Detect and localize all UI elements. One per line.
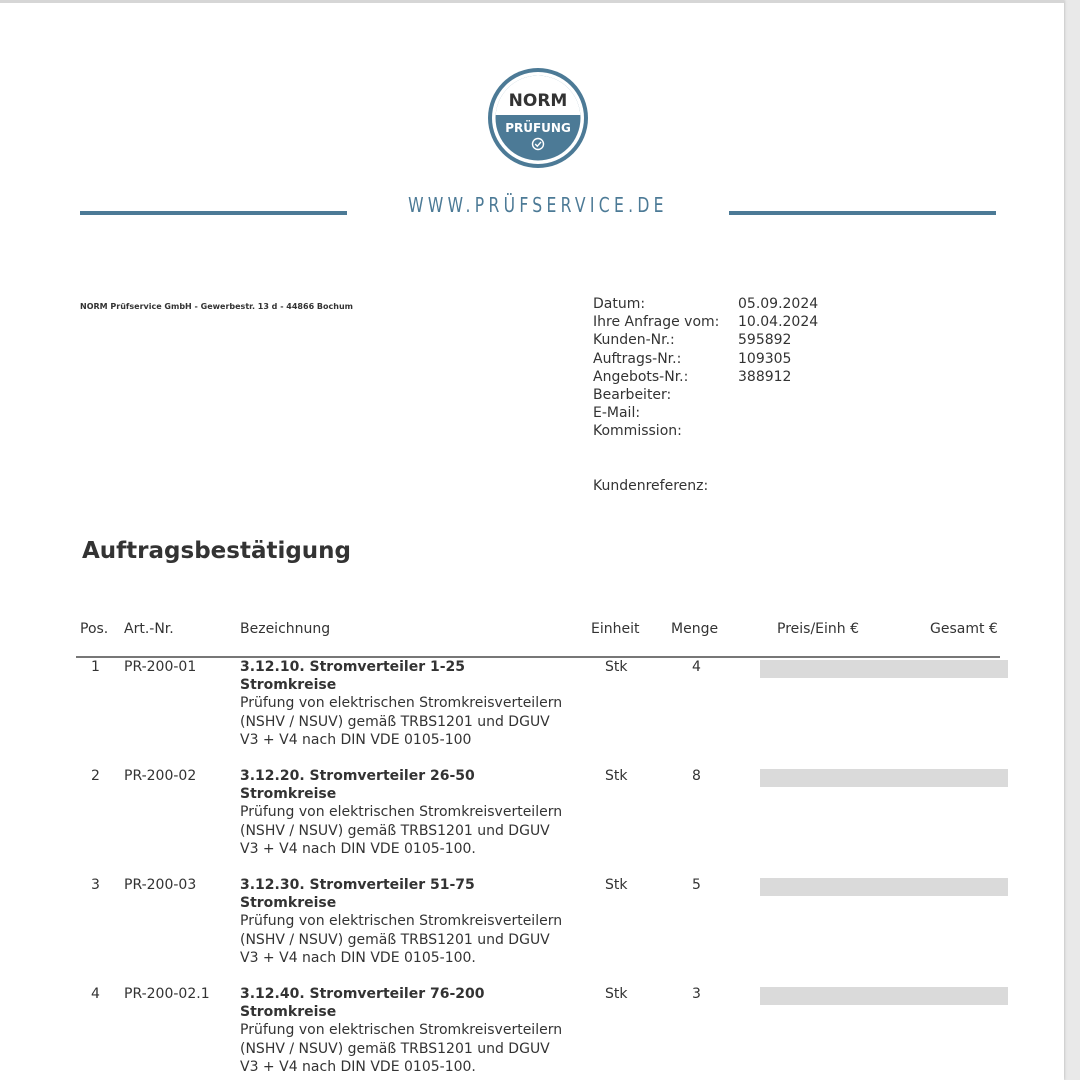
item-title-cont: Stromkreise	[240, 895, 337, 912]
item-desc-line: (NSHV / NSUV) gemäß TRBS1201 und DGUV	[240, 822, 550, 839]
col-header-price: Preis/Einh €	[777, 621, 859, 637]
meta-row	[593, 422, 818, 440]
col-header-total: Gesamt €	[930, 621, 998, 637]
table-row	[0, 767, 1064, 867]
item-art-nr: PR-200-01	[124, 659, 197, 675]
item-title-cont: Stromkreise	[240, 1004, 337, 1021]
item-quantity: 4	[692, 659, 701, 675]
meta-row	[593, 386, 818, 404]
logo-band-text: PRÜFUNG	[505, 121, 571, 135]
col-header-unit: Einheit	[591, 621, 640, 637]
item-description	[240, 985, 585, 1076]
header-rule-left	[80, 211, 347, 215]
item-title: 3.12.40. Stromverteiler 76-200	[240, 986, 485, 1002]
item-title-cont: Stromkreise	[240, 677, 337, 694]
item-pos: 2	[91, 768, 100, 784]
col-header-desc: Bezeichnung	[240, 621, 331, 637]
redacted-price-block	[760, 878, 1008, 896]
meta-label: Datum:	[593, 296, 646, 312]
col-header-pos: Pos.	[80, 621, 109, 637]
meta-label: Kommission:	[593, 423, 682, 440]
meta-row	[593, 350, 818, 368]
item-desc-line: Prüfung von elektrischen Stromkreisverteilern	[240, 1022, 563, 1039]
item-pos: 4	[91, 986, 100, 1002]
meta-row	[593, 313, 818, 331]
item-desc-line: (NSHV / NSUV) gemäß TRBS1201 und DGUV	[240, 1040, 550, 1057]
logo-top-text: NORM	[508, 91, 568, 111]
item-desc-line: V3 + V4 nach DIN VDE 0105-100.	[240, 949, 476, 966]
item-title: 3.12.20. Stromverteiler 26-50	[240, 768, 475, 784]
website-url: WWW.PRÜFSERVICE.DE	[408, 193, 668, 217]
meta-row	[593, 368, 818, 386]
meta-label: Ihre Anfrage vom:	[593, 314, 720, 331]
item-description	[240, 658, 585, 749]
item-title: 3.12.30. Stromverteiler 51-75	[240, 877, 475, 893]
table-row	[0, 876, 1064, 976]
meta-label: Bearbeiter:	[593, 386, 672, 403]
header-rule-right	[729, 211, 996, 215]
item-art-nr: PR-200-02.1	[124, 986, 210, 1002]
item-desc-line: Prüfung von elektrischen Stromkreisverteilern	[240, 804, 563, 821]
meta-value: 595892	[738, 332, 792, 349]
meta-row	[593, 295, 818, 313]
meta-row	[593, 404, 818, 422]
item-desc-line: V3 + V4 nach DIN VDE 0105-100	[240, 731, 472, 748]
item-title-cont: Stromkreise	[240, 786, 337, 803]
norm-pruefung-logo	[486, 66, 590, 170]
meta-value: 109305	[738, 350, 792, 367]
item-desc-line: (NSHV / NSUV) gemäß TRBS1201 und DGUV	[240, 713, 550, 730]
col-header-qty: Menge	[671, 621, 719, 637]
meta-label: Angebots-Nr.:	[593, 368, 689, 385]
item-quantity: 8	[692, 768, 701, 784]
table-row	[0, 658, 1064, 758]
item-quantity: 3	[692, 986, 701, 1002]
item-pos: 1	[91, 659, 100, 675]
sender-address-line: NORM Prüfservice GmbH - Gewerbestr. 13 d - 44866 Bochum	[80, 302, 353, 311]
item-desc-line: Prüfung von elektrischen Stromkreisverteilern	[240, 695, 563, 712]
redacted-price-block	[760, 660, 1008, 678]
item-desc-line: V3 + V4 nach DIN VDE 0105-100.	[240, 1058, 476, 1075]
redacted-price-block	[760, 987, 1008, 1005]
document-title: Auftragsbestätigung	[82, 538, 352, 564]
col-header-art: Art.-Nr.	[124, 621, 174, 637]
item-unit: Stk	[605, 877, 628, 893]
item-description	[240, 876, 585, 967]
item-title: 3.12.10. Stromverteiler 1-25	[240, 659, 466, 675]
meta-row-kundenreferenz	[593, 477, 818, 495]
meta-value: 05.09.2024	[738, 296, 819, 312]
item-art-nr: PR-200-02	[124, 768, 197, 784]
item-desc-line: (NSHV / NSUV) gemäß TRBS1201 und DGUV	[240, 931, 550, 948]
document-meta	[593, 295, 818, 495]
item-unit: Stk	[605, 659, 628, 675]
viewer-top-border	[0, 0, 1064, 3]
meta-label: Auftrags-Nr.:	[593, 350, 682, 367]
meta-label: Kunden-Nr.:	[593, 332, 675, 349]
meta-label: E-Mail:	[593, 405, 641, 422]
item-desc-line: Prüfung von elektrischen Stromkreisverteilern	[240, 913, 563, 930]
item-art-nr: PR-200-03	[124, 877, 197, 893]
item-unit: Stk	[605, 986, 628, 1002]
item-description	[240, 767, 585, 858]
item-desc-line: V3 + V4 nach DIN VDE 0105-100.	[240, 840, 476, 857]
meta-label: Kundenreferenz:	[593, 477, 709, 494]
meta-row	[593, 331, 818, 349]
redacted-price-block	[760, 769, 1008, 787]
meta-value: 388912	[738, 368, 792, 385]
item-unit: Stk	[605, 768, 628, 784]
item-pos: 3	[91, 877, 100, 893]
meta-value: 10.04.2024	[738, 314, 819, 331]
item-quantity: 5	[692, 877, 701, 893]
table-row	[0, 985, 1064, 1080]
